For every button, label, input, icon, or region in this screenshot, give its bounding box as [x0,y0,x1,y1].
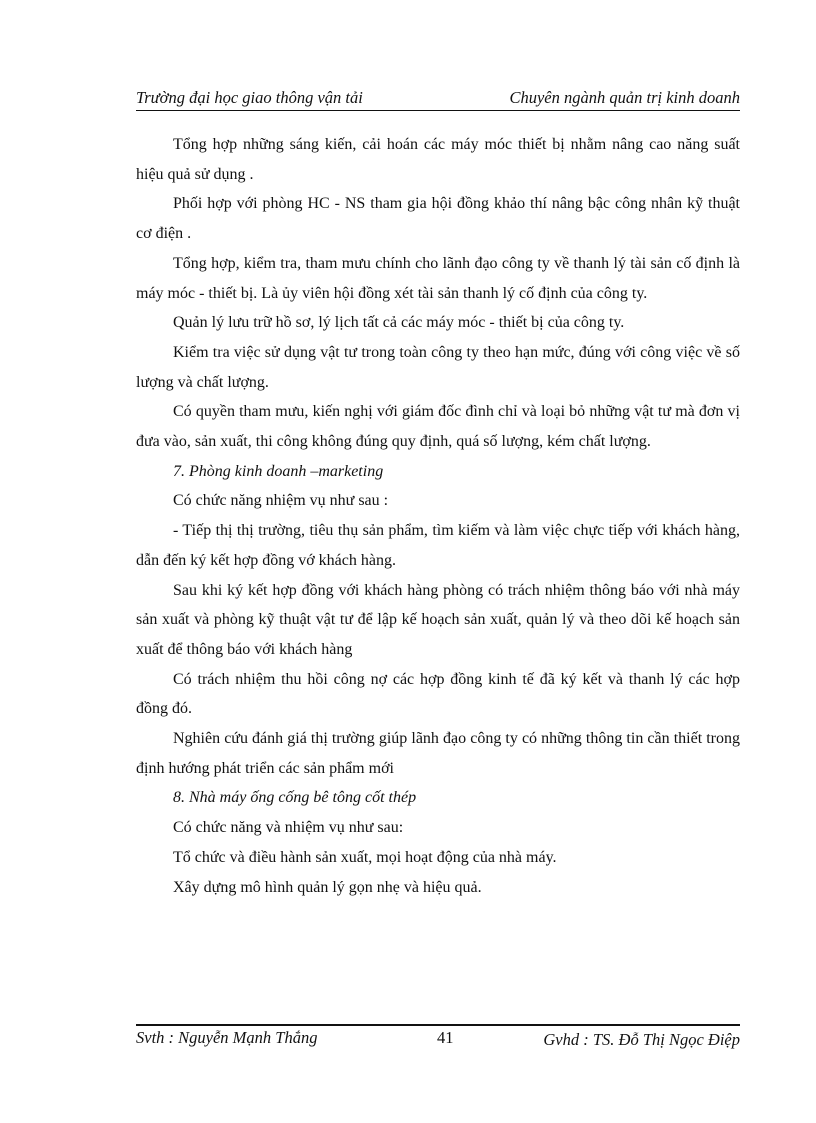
paragraph: Có chức năng và nhiệm vụ như sau: [173,819,404,837]
paragraph: Nghiên cứu đánh giá thị trường giúp lãnh đạo công ty có những thông tin cần thiết trong định hướng phát triển các sản phẩm mới [136,730,740,777]
section-heading-marketing: 7. Phòng kinh doanh –marketing [173,462,384,480]
footer-supervisor: Gvhd : TS. Đỗ Thị Ngọc Điệp [543,1030,740,1049]
paragraph: Quản lý lưu trữ hồ sơ, lý lịch tất cả các máy móc - thiết bị của công ty. [173,314,625,332]
paragraph: Sau khi ký kết hợp đồng với khách hàng phòng có trách nhiệm thông báo với nhà máy sản xuất và phòng kỹ thuật vật tư để lập kế hoạch sản xuất, quản lý và theo dõi kế hoạch sản xuất để thông báo với khách hàng [136,581,740,658]
header-rule [136,110,740,111]
paragraph: Phối hợp với phòng HC - NS tham gia hội đồng khảo thí nâng bậc công nhân kỹ thuật cơ điện . [136,195,740,243]
footer-student: Svth : Nguyễn Mạnh Thắng [136,1028,318,1047]
paragraph: Tổng hợp những sáng kiến, cải hoán các máy móc thiết bị nhằm nâng cao năng suất hiệu quả sử dụng . [136,136,740,183]
page-number: 41 [437,1028,454,1047]
section-heading-factory: 8. Nhà máy ống cống bê tông cốt thép [173,789,417,807]
header-university: Trường đại học giao thông vận tải [136,88,363,107]
footer-rule [136,1024,740,1026]
paragraph: Có trách nhiệm thu hồi công nợ các hợp đồng kinh tế đã ký kết và thanh lý các hợp đồng đó. [136,670,740,718]
document-body [136,130,740,902]
header-major: Chuyên ngành quản trị kinh doanh [509,88,740,107]
paragraph: Có quyền tham mưu, kiến nghị với giám đốc đình chỉ và loại bỏ những vật tư mà đơn vị đưa vào, sản xuất, thi công không đúng quy định, quá số lượng, kém chất lượng. [136,403,740,451]
paragraph: Tổ chức và điều hành sản xuất, mọi hoạt động của nhà máy. [173,848,557,866]
paragraph: Xây dựng mô hình quản lý gọn nhẹ và hiệu quả. [173,878,482,896]
paragraph: Kiểm tra việc sử dụng vật tư trong toàn công ty theo hạn mức, đúng với công việc về số lượng và chất lượng. [136,343,740,391]
paragraph: Có chức năng nhiệm vụ như sau : [173,492,389,510]
paragraph: Tổng hợp, kiểm tra, tham mưu chính cho lãnh đạo công ty về thanh lý tài sản cố định là máy móc - thiết bị. Là ủy viên hội đồng xét tài sản thanh lý cố định của công ty. [136,254,740,302]
paragraph: - Tiếp thị thị trường, tiêu thụ sản phẩm, tìm kiếm và làm việc chực tiếp với khách hàng, dẫn đến ký kết hợp đồng vớ khách hàng. [136,522,740,569]
